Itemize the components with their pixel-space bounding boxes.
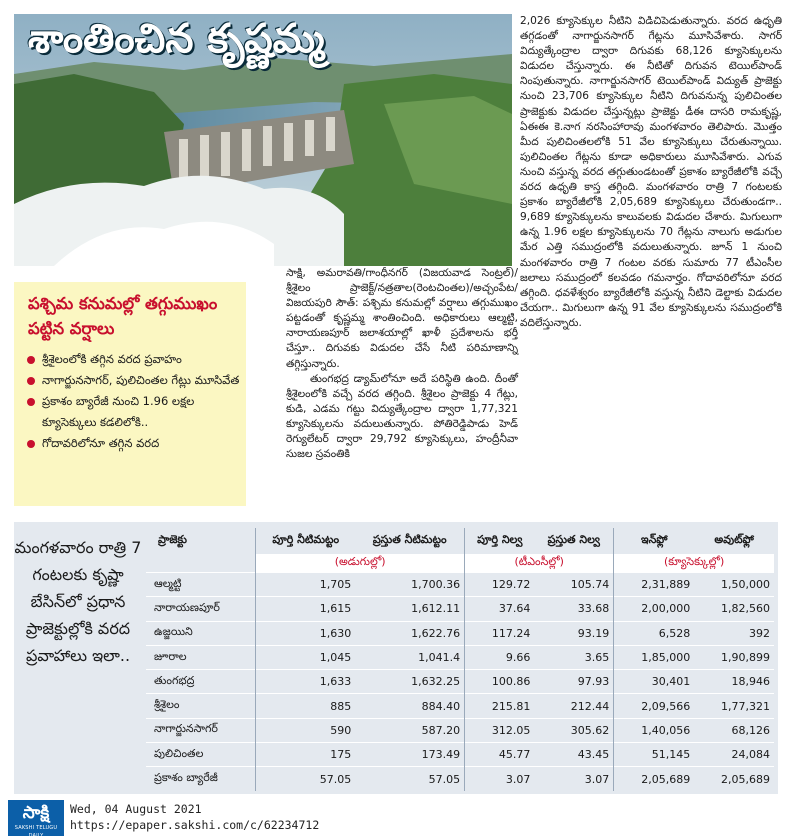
cell-project: పులిచింతల [146, 743, 256, 767]
highlights-box [14, 282, 246, 506]
cell-current-storage: 93.19 [534, 621, 613, 645]
cell-current-storage: 3.65 [534, 645, 613, 669]
logo-wordmark: సాక్షి [22, 803, 50, 823]
cell-full-storage: 312.05 [465, 718, 535, 742]
cell-inflow: 6,528 [614, 621, 694, 645]
table-row [146, 694, 774, 718]
cell-full-storage: 117.24 [465, 621, 535, 645]
table-row [146, 718, 774, 742]
headline: శాంతించిన కృష్ణమ్మ [28, 16, 325, 62]
col-header-project: ప్రాజెక్టు [158, 533, 187, 546]
cell-outflow: 24,084 [694, 743, 774, 767]
cell-current-level: 173.49 [355, 743, 464, 767]
unit-row [146, 554, 774, 573]
cell-current-storage: 305.62 [534, 718, 613, 742]
cell-current-level: 1,622.76 [355, 621, 464, 645]
unit-levels: (అడుగుల్లో) [256, 554, 465, 573]
cell-inflow: 2,31,889 [614, 573, 694, 597]
article-middle-column [286, 266, 518, 516]
cell-current-storage: 105.74 [534, 573, 613, 597]
cell-full-level: 1,705 [256, 573, 356, 597]
cell-full-storage: 9.66 [465, 645, 535, 669]
col-header-full-storage: పూర్తి నిల్వ [465, 528, 535, 554]
table-row [146, 670, 774, 694]
cell-current-level: 884.40 [355, 694, 464, 718]
table-row [146, 645, 774, 669]
cell-project: తుంగభద్ర [146, 670, 256, 694]
col-header-inflow: ఇన్‌ఫ్లో [614, 528, 694, 554]
cell-full-level: 1,045 [256, 645, 356, 669]
cell-current-level: 587.20 [355, 718, 464, 742]
cell-current-level: 1,612.11 [355, 597, 464, 621]
article-paragraph: సాక్షి, అమరావతి/గాంధీనగర్ (విజయవాడ సెంట్రల్)/శ్రీశైలం ప్రాజెక్ట్/నత్రతాల(రెంటచింతల)/అచ్చంపేట/విజయపురి సౌత్: పశ్చిమ కనుమల్లో వర్షాలు తగ్గుముఖం పట్టడంతో కృష్ణమ్మ శాంతించింది. అధికారులు ఆల్మట్టి, నారాయణపూర్ జలాశయాల్లో ఖాళీ ప్రదేశాలను భర్తీ చేస్తూ.. దిగువకు విడుదల చేసే నీటి పరిమాణాన్ని తగ్గిస్తున్నారు. [286, 267, 518, 370]
cell-full-storage: 45.77 [465, 743, 535, 767]
cell-inflow: 1,40,056 [614, 718, 694, 742]
cell-project: జూరాల [146, 645, 256, 669]
cell-outflow: 2,05,689 [694, 767, 774, 791]
cell-full-level: 1,633 [256, 670, 356, 694]
cell-project: ఆల్మట్టి [146, 573, 256, 597]
cell-current-storage: 212.44 [534, 694, 613, 718]
cell-outflow: 1,82,560 [694, 597, 774, 621]
table-row [146, 767, 774, 791]
highlight-item: గోదావరిలోనూ తగ్గిన వరద [26, 433, 240, 454]
col-header-outflow: అవుట్‌ఫ్లో [714, 533, 754, 546]
article-right-column [520, 14, 782, 514]
cell-project: నాగార్జునసాగర్ [146, 718, 256, 742]
cell-outflow: 68,126 [694, 718, 774, 742]
cell-current-storage: 3.07 [534, 767, 613, 791]
sakshi-logo[interactable] [8, 800, 64, 839]
cell-current-storage: 97.93 [534, 670, 613, 694]
cell-project: ప్రకాశం బ్యారేజీ [146, 767, 256, 791]
highlight-item: నాగార్జునసాగర్, పులిచింతల గేట్లు మూసివేత [26, 370, 240, 391]
highlight-item: శ్రీశైలంలోకి తగ్గిన వరద ప్రవాహం [26, 349, 240, 370]
highlights-list [14, 349, 246, 454]
table-row [146, 597, 774, 621]
table-row [146, 573, 774, 597]
table-row [146, 743, 774, 767]
article-paragraph: తుంగభద్ర డ్యామ్‌లోనూ అదే పరిస్థితి ఉంది. దీంతో శ్రీశైలంలోకి వచ్చే వరద తగ్గింది. శ్రీశైలం ప్రాజెక్టు 4 గేట్లు, కుడి, ఎడమ గట్టు విద్యుత్కేంద్రాల ద్వారా 1,77,321 క్యూసెక్కులను వదులుతున్నారు. పోతిరెడ్డిపాడు హెడ్ రెగ్యులేటర్ ద్వారా 29,792 క్యూసెక్కులు, హంద్రీనీవా సుజల స్రవంతికి [286, 372, 518, 461]
table-header-row [146, 528, 774, 554]
col-header-current-storage: ప్రస్తుత నిల్వ [547, 533, 600, 546]
unit-storage: (టీఎంసీల్లో) [465, 554, 614, 573]
cell-outflow: 18,946 [694, 670, 774, 694]
cell-full-level: 1,615 [256, 597, 356, 621]
cell-full-level: 590 [256, 718, 356, 742]
highlight-item: ప్రకాశం బ్యారేజీ నుంచి 1.96 లక్షల క్యూసెక్కులు కడలిలోకి.. [26, 391, 240, 433]
cell-current-level: 1,041.4 [355, 645, 464, 669]
epaper-link[interactable]: https://epaper.sakshi.com/c/62234712 [70, 818, 320, 832]
edition-date: Wed, 04 August 2021 [70, 802, 202, 816]
cell-current-storage: 33.68 [534, 597, 613, 621]
cell-outflow: 1,50,000 [694, 573, 774, 597]
cell-current-storage: 43.45 [534, 743, 613, 767]
unit-flow: (క్యూసెక్కుల్లో) [614, 554, 774, 573]
cell-outflow: 1,77,321 [694, 694, 774, 718]
flood-data-table [146, 528, 774, 791]
cell-full-storage: 3.07 [465, 767, 535, 791]
cell-full-storage: 37.64 [465, 597, 535, 621]
table-caption: మంగళవారం రాత్రి 7 గంటలకు కృష్ణా బేసిన్‌లో ప్రధాన ప్రాజెక్టుల్లోకి వరద ప్రవాహాలు ఇలా.. [14, 522, 142, 794]
cell-full-level: 1,630 [256, 621, 356, 645]
logo-tagline: SAKSHI TELUGU DAILY [14, 825, 58, 839]
table-row [146, 621, 774, 645]
flood-table-wrapper [146, 528, 774, 791]
cell-inflow: 1,85,000 [614, 645, 694, 669]
cell-inflow: 2,00,000 [614, 597, 694, 621]
col-header-current-level: ప్రస్తుత నీటిమట్టం [372, 533, 447, 546]
cell-inflow: 30,401 [614, 670, 694, 694]
cell-full-level: 57.05 [256, 767, 356, 791]
cell-inflow: 2,05,689 [614, 767, 694, 791]
cell-full-storage: 129.72 [465, 573, 535, 597]
col-header-full-level: పూర్తి నీటిమట్టం [256, 528, 356, 554]
table-body [146, 573, 774, 791]
cell-project: నారాయణపూర్ [146, 597, 256, 621]
cell-current-level: 1,700.36 [355, 573, 464, 597]
cell-full-level: 175 [256, 743, 356, 767]
cell-outflow: 392 [694, 621, 774, 645]
cell-full-level: 885 [256, 694, 356, 718]
highlights-title: పశ్చిమ కనుమల్లో తగ్గుముఖం పట్టిన వర్షాలు [28, 294, 218, 338]
article-paragraph: 2,026 క్యూసెక్కుల నీటిని విడిచిపెడుతున్నారు. వరద ఉధృతి తగ్గడంతో నాగార్జునసాగర్ గేట్లను మూసివేశారు. సాగర్ విద్యుత్కేంద్రాల ద్వారా దిగువకు 68,126 క్యూసెక్కులను విడుదల చేస్తున్నారు. ఈ నీటితో దిగువన టెయిల్‌పాండ్ నింపుతున్నారు. నాగార్జునసాగర్ టెయిల్‌పాండ్ విద్యుత్ ప్రాజెక్టు నుంచి 23,706 క్యూసెక్కుల నీటిని దిగువనున్న పులిచింతల ప్రాజెక్టుకు విడుదల చేస్తున్నట్లు ప్రాజెక్టు డీఈ దాసరి రామకృష్ణ, ఏఈఈ కె.నాగ నరసింహారావు మంగళవారం తెలిపారు. మొత్తం మీద పులిచింతలలోకి 51 వేల క్యూసెక్కులు చేరుతున్నాయి. పులిచింతల గేట్లను కూడా అధికారులు మూసివేశారు. ఎగువ నుంచి వస్తున్న వరద తగ్గుతుండటంతో ప్రకాశం బ్యారేజీలోకి వచ్చే వరద ఉధృతి కాస్త తగ్గింది. మంగళవారం రాత్రి 7 గంటలకు ప్రకాశం బ్యారేజీలోకి 2,05,689 క్యూసెక్కులు చేరుతుండగా.. 9,689 క్యూసెక్కులను కాలువలకు విడుదల చేశారు. మిగులుగా ఉన్న 1.96 లక్షల క్యూసెక్కులను 70 గేట్లను నాలుగు అడుగుల మేర ఎత్తి సముద్రంలోకి వదులుతున్నారు. జూన్ 1 నుంచి మంగళవారం రాత్రి 7 గంటల వరకు సుమారు 77 టీఎంసీల జలాలు సముద్రంలో కలవడం గమనార్హం. గోదావరిలోనూ వరద తగ్గింది. ధవళేశ్వరం బ్యారేజీలోకి వస్తున్న నీటిని డెల్టాకు విడుదల చేయగా.. మిగులుగా ఉన్న 91 వేల క్యూసెక్కులను సముద్రంలోకి వదిలేస్తున్నారు. [520, 15, 782, 329]
cell-inflow: 51,145 [614, 743, 694, 767]
cell-inflow: 2,09,566 [614, 694, 694, 718]
cell-outflow: 1,90,899 [694, 645, 774, 669]
cell-full-storage: 100.86 [465, 670, 535, 694]
cell-project: ఉజ్జయిని [146, 621, 256, 645]
cell-full-storage: 215.81 [465, 694, 535, 718]
cell-project: శ్రీశైలం [146, 694, 256, 718]
cell-current-level: 57.05 [355, 767, 464, 791]
cell-current-level: 1,632.25 [355, 670, 464, 694]
